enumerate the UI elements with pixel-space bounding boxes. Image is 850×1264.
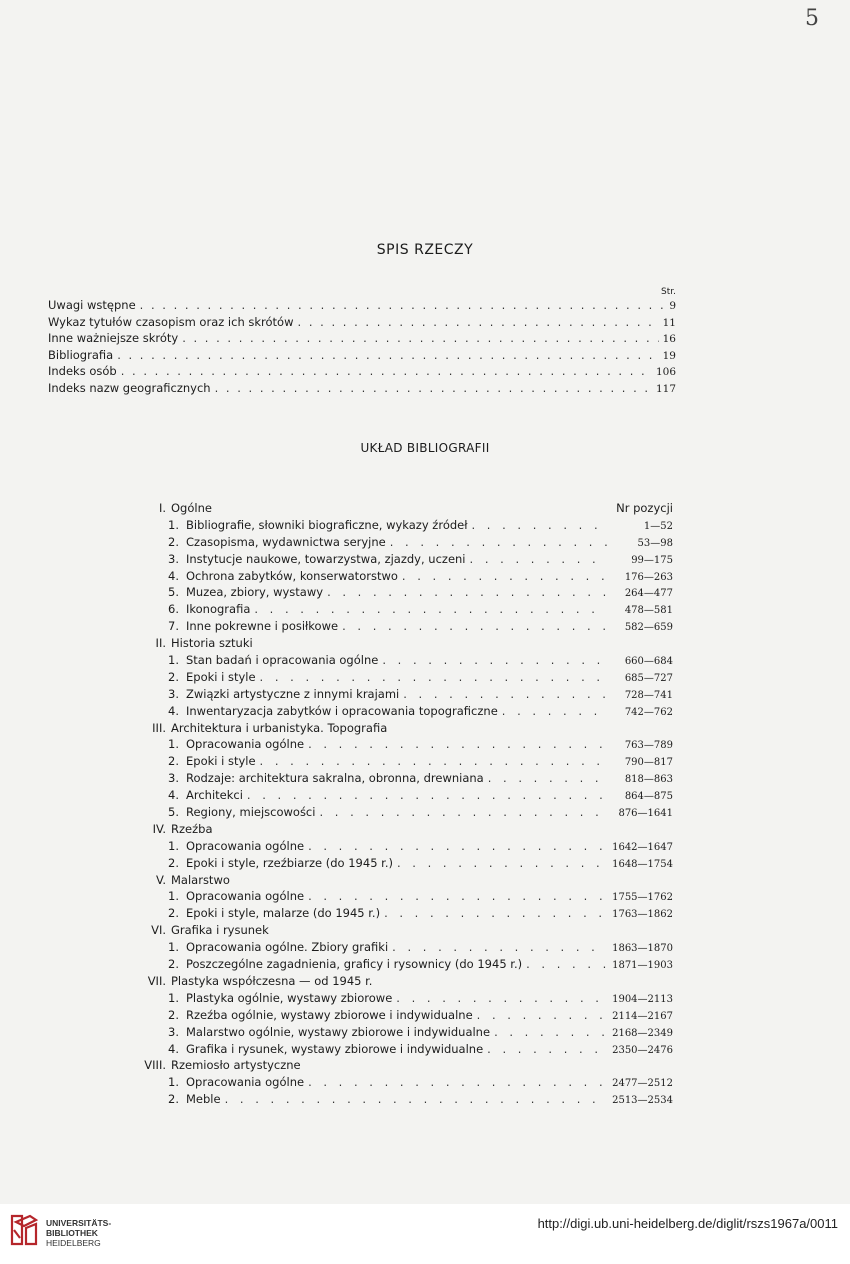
leader-dots (182, 331, 658, 345)
item-label: Meble (186, 1092, 221, 1107)
item-label: Rodzaje: architektura sakralna, obronna, drewniana (186, 771, 484, 786)
logo-line-3: HEIDELBERG (46, 1238, 101, 1248)
library-logo-icon[interactable] (8, 1212, 40, 1248)
section-title: Historia sztuki (171, 636, 253, 651)
item-number: 2. (168, 855, 179, 870)
leader-dots (215, 381, 652, 395)
section-title: Architektura i urbanistyka. Topografia (171, 720, 388, 735)
section-item (120, 670, 673, 687)
item-label: Grafika i rysunek, wystawy zbiorowe i indywidualne (186, 1041, 484, 1056)
item-label: Stan badań i opracowania ogólne (186, 653, 379, 668)
item-range: 685—727 (624, 672, 673, 684)
toc-entry-page: 9 (669, 300, 676, 312)
item-label: Opracowania ogólne (186, 1075, 305, 1090)
section-item (120, 518, 673, 535)
section-item (120, 1042, 673, 1059)
item-number: 4. (168, 568, 179, 583)
logo-line-1: UNIVERSITÄTS- (46, 1218, 112, 1228)
section-item (120, 805, 673, 822)
section-item (120, 1075, 673, 1092)
item-number: 1. (168, 653, 179, 668)
section-title: Rzemiosło artystyczne (171, 1058, 301, 1073)
item-label: Malarstwo ogólnie, wystawy zbiorowe i indywidualne (186, 1024, 491, 1039)
item-number: 6. (168, 602, 179, 617)
leader-dots (260, 670, 607, 684)
section-item (120, 1025, 673, 1042)
item-range: 790—817 (624, 757, 673, 769)
section-item (120, 788, 673, 805)
toc-entry-page: 19 (662, 349, 676, 362)
section-item (120, 585, 673, 602)
section-item (120, 754, 673, 771)
section-item (120, 552, 673, 569)
footer-bar (0, 1204, 850, 1264)
section-item (120, 737, 673, 754)
logo-line-2: BIBLIOTHEK (46, 1228, 98, 1238)
section-number: IV. (152, 821, 166, 836)
item-number: 2. (168, 1007, 179, 1022)
leader-dots (121, 364, 652, 378)
item-range: 2168—2349 (612, 1027, 673, 1039)
toc-entry (48, 315, 676, 332)
item-range: 478—581 (624, 605, 673, 617)
section-item (120, 839, 673, 856)
leader-dots (526, 957, 607, 971)
item-number: 4. (168, 788, 179, 803)
leader-dots (382, 653, 607, 667)
leader-dots (260, 754, 607, 768)
item-label: Inwentaryzacja zabytków i opracowania topograficzne (186, 703, 498, 718)
section-item (120, 1092, 673, 1109)
leader-dots (308, 737, 607, 751)
section-number: V. (155, 872, 166, 887)
item-label: Związki artystyczne z innymi krajami (186, 686, 400, 701)
item-number: 3. (168, 771, 179, 786)
item-range: 264—477 (624, 588, 673, 600)
section-heading (120, 822, 673, 839)
item-label: Opracowania ogólne. Zbiory grafiki (186, 940, 389, 955)
item-label: Opracowania ogólne (186, 838, 305, 853)
leader-dots (308, 839, 607, 853)
item-number: 3. (168, 686, 179, 701)
item-range: 728—741 (624, 689, 673, 701)
toc-entry-page: 16 (662, 333, 676, 345)
toc-entry-label: Indeks osób (48, 364, 117, 378)
page-column-label: Str. (661, 287, 676, 297)
position-column-label: Nr pozycji (616, 501, 673, 515)
section-number: VIII. (144, 1058, 166, 1073)
item-label: Plastyka ogólnie, wystawy zbiorowe (186, 990, 393, 1005)
toc-entry (48, 298, 676, 315)
leader-dots (392, 940, 607, 954)
section-heading (120, 923, 673, 940)
item-range: 876—1641 (618, 808, 673, 820)
section-title: Malarstwo (171, 872, 230, 887)
item-range: 1863—1870 (612, 943, 673, 955)
item-range: 742—762 (624, 706, 673, 718)
section-heading (120, 721, 673, 738)
item-number: 2. (168, 754, 179, 769)
leader-dots (390, 535, 607, 549)
item-number: 1. (168, 517, 179, 532)
section-title: Ogólne (171, 501, 212, 515)
section-number: VI. (151, 923, 166, 938)
leader-dots (488, 771, 607, 785)
section-item (120, 602, 673, 619)
section-title: Grafika i rysunek (171, 923, 269, 938)
section-heading (120, 636, 673, 653)
item-range: 1755—1762 (612, 892, 673, 904)
section-number: VII. (147, 973, 166, 988)
item-range: 818—863 (624, 774, 673, 786)
leader-dots (342, 619, 607, 633)
item-label: Inne pokrewne i posiłkowe (186, 619, 339, 634)
item-number: 2. (168, 957, 179, 972)
item-label: Ochrona zabytków, konserwatorstwo (186, 568, 398, 583)
item-range: 2350—2476 (612, 1044, 673, 1056)
section-item (120, 771, 673, 788)
item-number: 1. (168, 889, 179, 904)
leader-dots (403, 687, 607, 701)
leader-dots (470, 552, 607, 566)
section-item (120, 991, 673, 1008)
leader-dots (140, 298, 666, 312)
item-label: Czasopisma, wydawnictwa seryjne (186, 534, 386, 549)
item-range: 2513—2534 (612, 1095, 673, 1107)
toc-entry (48, 331, 676, 348)
item-number: 1. (168, 737, 179, 752)
leader-dots (402, 569, 607, 583)
bibliography-layout (120, 501, 673, 1109)
item-number: 1. (168, 838, 179, 853)
item-range: 176—263 (624, 571, 673, 583)
leader-dots (397, 856, 607, 870)
leader-dots (502, 704, 607, 718)
item-label: Rzeźba ogólnie, wystawy zbiorowe i indywidualne (186, 1007, 473, 1022)
leader-dots (477, 1008, 607, 1022)
permalink-url[interactable]: http://digi.ub.uni-heidelberg.de/diglit/rszs1967a/0011 (537, 1216, 838, 1231)
item-number: 1. (168, 990, 179, 1005)
item-label: Regiony, miejscowości (186, 805, 316, 820)
toc-entry (48, 381, 676, 398)
leader-dots (247, 788, 607, 802)
section-item (120, 619, 673, 636)
leader-dots (117, 348, 658, 362)
item-range: 1904—2113 (612, 993, 673, 1005)
item-label: Opracowania ogólne (186, 737, 305, 752)
section-heading (120, 974, 673, 991)
section-number: I. (158, 501, 166, 515)
item-number: 2. (168, 534, 179, 549)
leader-dots (319, 805, 607, 819)
item-range: 1648—1754 (612, 858, 673, 870)
leader-dots (384, 906, 607, 920)
leader-dots (254, 602, 607, 616)
toc-entry-label: Inne ważniejsze skróty (48, 331, 179, 345)
item-number: 7. (168, 619, 179, 634)
toc-entry-label: Uwagi wstępne (48, 298, 136, 312)
section-item (120, 940, 673, 957)
item-number: 4. (168, 1041, 179, 1056)
item-label: Epoki i style (186, 669, 256, 684)
item-number: 2. (168, 1092, 179, 1107)
section-heading (120, 501, 673, 518)
toc-entry-page: 11 (662, 316, 676, 329)
item-range: 1763—1862 (612, 909, 673, 921)
toc-entry (48, 348, 676, 365)
item-range: 53—98 (637, 537, 673, 549)
leader-dots (472, 518, 608, 532)
item-number: 1. (168, 1075, 179, 1090)
item-number: 5. (168, 805, 179, 820)
library-logo-text (46, 1218, 111, 1248)
toc-entry (48, 364, 676, 381)
item-range: 1871—1903 (612, 960, 673, 972)
item-label: Muzea, zbiory, wystawy (186, 585, 324, 600)
toc-entry-label: Wykaz tytułów czasopism oraz ich skrótów (48, 314, 294, 329)
section-item (120, 569, 673, 586)
section-item (120, 1008, 673, 1025)
section-item (120, 889, 673, 906)
item-range: 99—175 (631, 554, 673, 566)
table-of-contents (48, 287, 676, 397)
section-number: III. (152, 720, 166, 735)
item-label: Architekci (186, 788, 243, 803)
item-number: 3. (168, 1024, 179, 1039)
toc-entry-page: 117 (655, 382, 676, 395)
item-label: Opracowania ogólne (186, 889, 305, 904)
leader-dots (487, 1042, 607, 1056)
leader-dots (225, 1092, 607, 1106)
section-heading (120, 873, 673, 890)
leader-dots (327, 585, 607, 599)
item-label: Instytucje naukowe, towarzystwa, zjazdy, uczeni (186, 551, 466, 566)
section-item (120, 906, 673, 923)
item-range: 582—659 (624, 622, 673, 634)
item-range: 1642—1647 (612, 841, 673, 853)
item-number: 3. (168, 551, 179, 566)
toc-entry-page: 106 (655, 366, 676, 378)
section-item (120, 653, 673, 670)
toc-entry-label: Bibliografia (48, 347, 114, 362)
item-label: Epoki i style (186, 754, 256, 769)
section-title: Plastyka współczesna — od 1945 r. (171, 973, 373, 988)
section-item (120, 704, 673, 721)
section-item (120, 687, 673, 704)
item-number: 4. (168, 703, 179, 718)
page-number-mark: 5 (805, 6, 819, 31)
leader-dots (494, 1025, 607, 1039)
section-item (120, 957, 673, 974)
leader-dots (298, 315, 659, 329)
item-label: Ikonografia (186, 602, 251, 617)
toc-entry-label: Indeks nazw geograficznych (48, 380, 211, 395)
item-number: 2. (168, 906, 179, 921)
item-label: Epoki i style, rzeźbiarze (do 1945 r.) (186, 855, 393, 870)
leader-dots (308, 1075, 607, 1089)
item-label: Poszczególne zagadnienia, graficy i rysownicy (do 1945 r.) (186, 957, 523, 972)
item-number: 2. (168, 669, 179, 684)
item-range: 2114—2167 (612, 1010, 673, 1022)
item-label: Bibliografie, słowniki biograficzne, wykazy źródeł (186, 517, 468, 532)
section-number: II. (155, 636, 166, 651)
item-number: 5. (168, 585, 179, 600)
item-range: 763—789 (624, 740, 673, 752)
leader-dots (308, 889, 607, 903)
item-number: 1. (168, 940, 179, 955)
item-range: 864—875 (624, 791, 673, 803)
section-item (120, 535, 673, 552)
leader-dots (396, 991, 607, 1005)
item-range: 1—52 (643, 520, 673, 532)
section-title: Rzeźba (171, 821, 213, 836)
bibliography-layout-title: UKŁAD BIBLIOGRAFII (360, 441, 490, 455)
item-range: 2477—2512 (612, 1078, 673, 1090)
section-heading (120, 1058, 673, 1075)
section-item (120, 856, 673, 873)
page-title: SPIS RZECZY (376, 242, 474, 258)
item-label: Epoki i style, malarze (do 1945 r.) (186, 906, 381, 921)
item-range: 660—684 (624, 656, 673, 668)
